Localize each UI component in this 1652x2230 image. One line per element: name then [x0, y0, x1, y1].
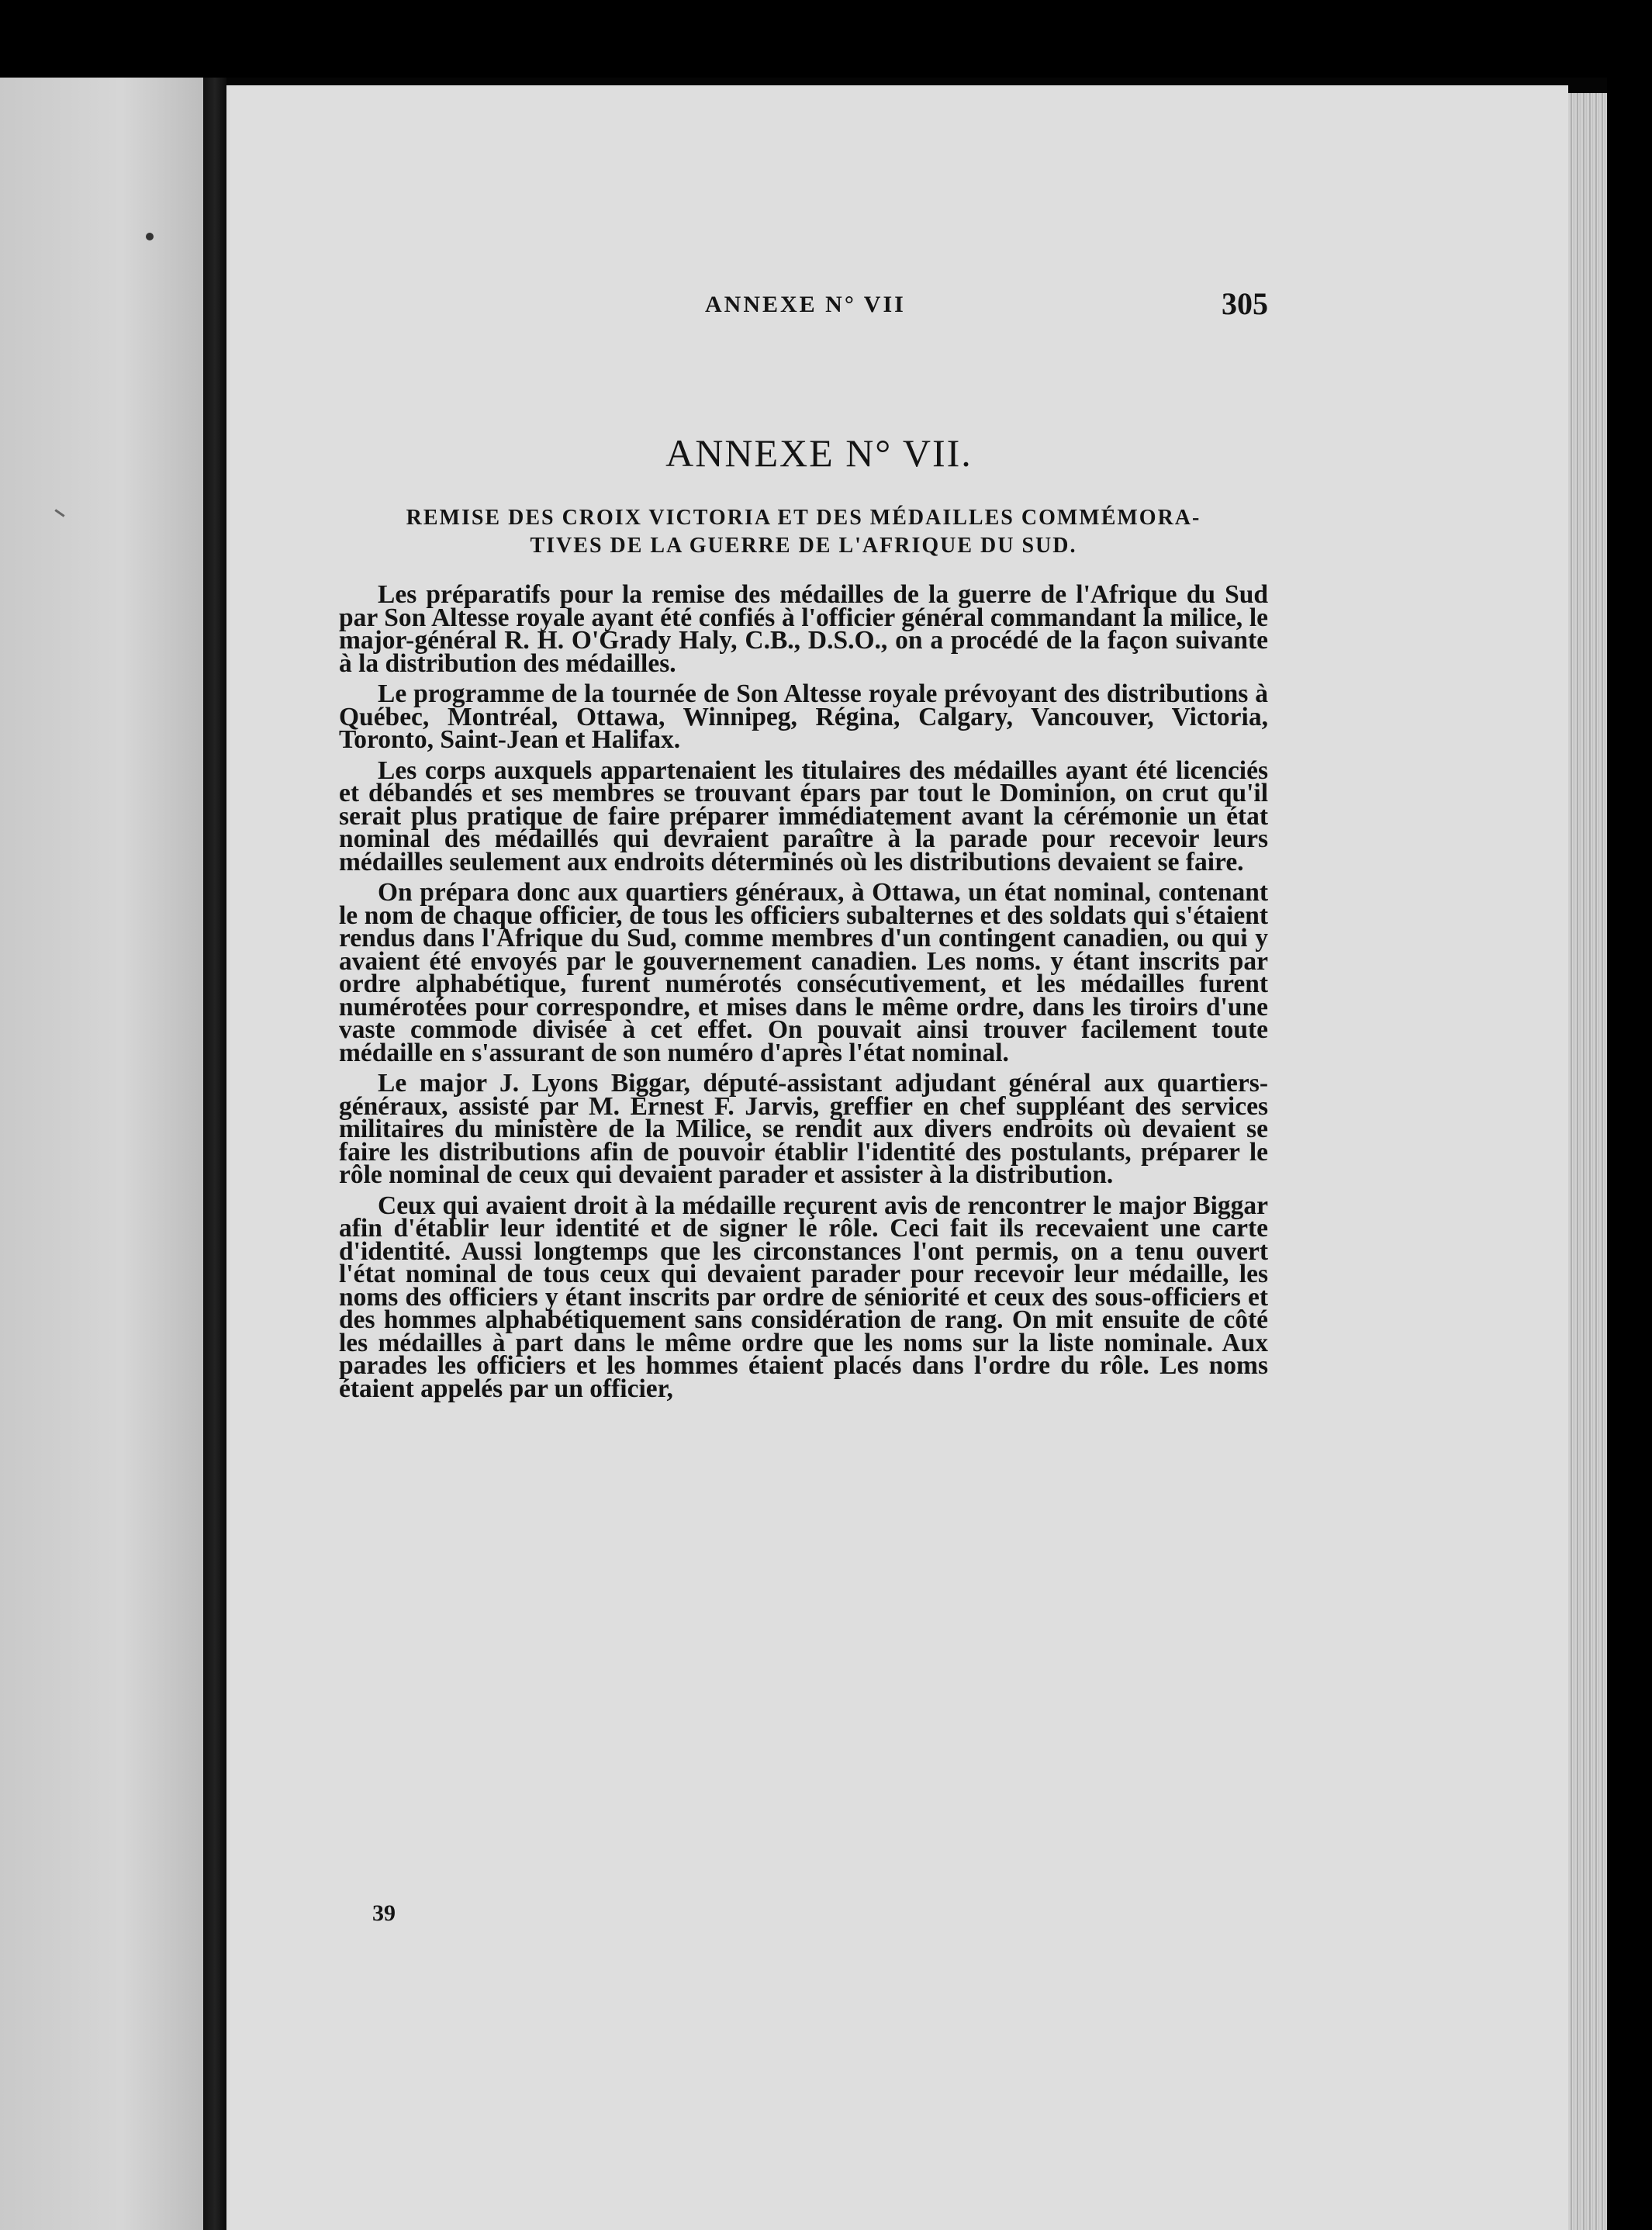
running-head: [339, 285, 1268, 332]
book-gutter: [203, 78, 226, 2230]
page-edges: [1568, 93, 1607, 2230]
paragraph: Les préparatifs pour la remise des médailles de la guerre de l'Afrique du Sud par Son Altesse royale ayant été confiés à l'officier général commandant la milice, le major-général R. H. O'Grady Haly, C.B., D.S.O., on a procédé de la façon suivante à la distribution des médailles.: [339, 580, 1268, 678]
paragraph: Les corps auxquels appartenaient les titulaires des médailles ayant été licenciés et débandés et ses membres se trouvant épars par tout le Dominion, on crut qu'il serait plus pratique de faire préparer immédiatement avant la cérémonie un état nominal des médaillés qui devraient paraître à la parade pour recevoir leurs médailles seulement aux endroits déterminés où les distributions devaient se faire.: [339, 755, 1268, 876]
facing-page: [0, 78, 203, 2230]
scan-top-border: [0, 0, 1652, 78]
paragraph: On prépara donc aux quartiers généraux, à Ottawa, un état nominal, contenant le nom de chaque officier, de tous les officiers subalternes et des soldats qui s'étaient rendus dans l'Afrique du Sud, comme membres d'un contingent canadien, ou qui y avaient été envoyés par le gouvernement canadien. Les noms. y étant inscrits par ordre alphabétique, furent numérotés consécutivement, et les médailles furent numérotées pour correspondre, et mises dans le même ordre, dans les tiroirs d'une vaste commode divisée à cet effet. On pouvait ainsi trouver facilement toute médaille en s'assurant de son numéro d'après l'état nominal.: [339, 878, 1268, 1067]
annex-subtitle: [339, 504, 1268, 560]
body-text: [339, 580, 1268, 1408]
paragraph: Ceux qui avaient droit à la médaille reçurent avis de rencontrer le major Biggar afin d'établir leur identité et de signer le rôle. Ceci fait ils recevaient une carte d'identité. Aussi longtemps que les circonstances l'ont permis, on a tenu ouvert l'état nominal de tous ceux qui devaient parader pour recevoir leur médaille, les noms des officiers y étant inscrits par ordre de séniorité et ceux des sous-officiers et des hommes alphabétiquement sans considération de rang. On mit ensuite de côté les médailles à part dans le même ordre que les noms sur la liste nominale. Aux parades les officiers et les hommes étaient placés dans l'ordre du rôle. Les noms étaient appelés par un officier,: [339, 1191, 1268, 1403]
scan-right-border: [1607, 78, 1652, 2230]
ink-scratch: [54, 509, 64, 517]
paragraph: Le programme de la tournée de Son Altesse royale prévoyant des distributions à Québec, Montréal, Ottawa, Winnipeg, Régina, Calgary, Vancouver, Victoria, Toronto, Saint-Jean et Halifax.: [339, 679, 1268, 754]
running-title: ANNEXE N° VII: [705, 292, 906, 317]
page-number: 305: [1222, 286, 1268, 321]
paragraph: Le major J. Lyons Biggar, député-assistant adjudant général aux quartiers-généraux, assisté par M. Ernest F. Jarvis, greffier en chef suppléant des services militaires du ministère de la Milice, se rendit aux divers endroits où devaient se faire les distributions afin de pouvoir établir l'identité des postulants, préparer le rôle nominal de ceux qui devaient parader et assister à la distribution.: [339, 1069, 1268, 1189]
subtitle-line: REMISE DES CROIX VICTORIA ET DES MÉDAILLES COMMÉMORA-: [406, 506, 1201, 530]
signature-mark: 39: [372, 1900, 396, 1926]
annex-title: ANNEXE N° VII.: [665, 431, 973, 475]
subtitle-line: TIVES DE LA GUERRE DE L'AFRIQUE DU SUD.: [530, 534, 1077, 558]
ink-speck: [146, 233, 154, 240]
